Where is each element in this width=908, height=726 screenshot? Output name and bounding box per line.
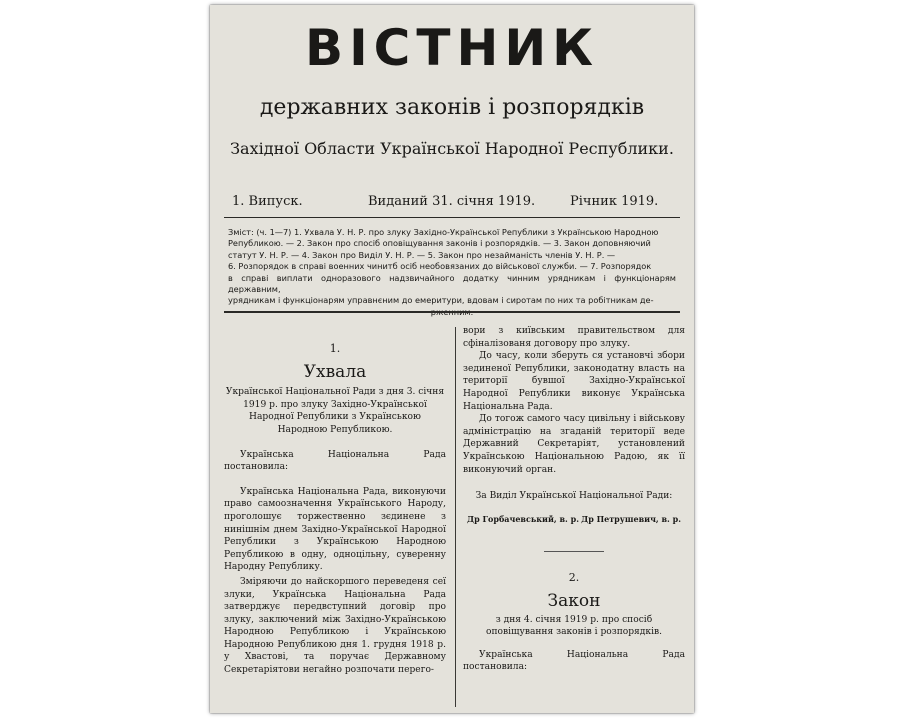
column-divider [455,327,456,707]
contents-line: 6. Розпорядок в справі военних чинитб осіб необовязаних до військової служби. — 7. Розпорядок [228,261,652,272]
section-separator [544,551,604,552]
right-column [463,325,685,674]
article-paragraph: Зміряючи до найскоршого переведеня сеї злуки, Українська Національна Рада затверджує передвступний договір про злуку, заключений між Західно-Українською Народною Републикою і Українською Народною Републикою дня 1. грудня 1918 р. у Хвастові, та поручає Державному Секретаріятови негайно розпочати перего- [224,576,446,676]
article-paragraph: До часу, коли зберуть ся установчі збори зединеної Републики, законодатну власть на території бувшої Західно-Української Народної Републики виконує Українська Національна Рада. [463,351,685,412]
masthead-subtitle: державних законів і розпорядків [259,95,645,120]
contents-line: в справі виплати одноразового надзвичайного додатку чинним урядникам і функціонарям державним, [228,272,676,295]
article-number: 1. [329,342,341,355]
contents-line: Зміст: (ч. 1—7) 1. Ухвала У. Н. Р. про злуку Західно-Української Републики з Українською Народною [228,227,659,237]
issue-number: 1. Випуск. [232,194,303,209]
article-intro: з дня 4. січня 1919 р. про спосіб оповіщування законів і розпорядків. [485,614,662,638]
article-preamble: Українська Національна Рада постановила: [224,449,446,473]
header-rule [224,217,680,218]
left-column [224,325,446,677]
article-paragraph: Українська Національна Рада, виконуючи право самоозначення Українського Народу, проголошує торжественно зєдинене з нинішнім днем Західно-Української Народної Републики з Українською Народною Републикою в одну, одноцільну, суверенну Народну Републику. [224,486,446,573]
article-paragraph: вори з київським правительством для сфіналізованя договору про злуку. [463,326,685,349]
newspaper-page [210,5,694,713]
contents-line: Републикою. — 2. Закон про спосіб оповіщування законів і розпорядків. — 3. Закон доповняючий [228,238,651,249]
signature-left: Др Горбачевський, в. р. [467,513,579,524]
masthead-title: ВІСТНИК [304,19,600,77]
contents-line: урядникам і функціонарям управнєним до емеритури, вдовам і сиротам по них та робітникам дe- [228,295,654,306]
signature-right: Др Петрушевич, в. р. [581,513,681,524]
masthead-subtitle-region: Західної Области Української Народної Республики. [230,139,674,158]
signature-title: За Виділ Української Національної Ради: [475,491,673,502]
issue-date: Виданий 31. січня 1919. [368,194,536,209]
table-of-contents [228,227,676,318]
article-intro: Української Національної Ради з дня 3. січня 1919 р. про злуку Західно-Української Народної Републики з Українською Народною Републикою. [225,387,445,435]
contents-line: статут У. Н. Р. — 4. Закон про Виділ У. Н. Р. — 5. Закон про незайманість членів У. Н. Р. — [228,249,616,260]
contents-rule [224,311,680,313]
article-heading: Ухвала [303,361,367,382]
article-number: 2. [568,571,580,585]
article-heading: Закон [547,590,601,611]
article-paragraph: До тогож самого часу цивільну і військову адміністрацію на згаданій території веде Державний Секретаріят, установлений Українською Національною Радою, як її виконуючий орган. [463,414,685,475]
signatures [463,513,685,526]
article-preamble: Українська Національна Рада постановила: [463,649,685,673]
issue-year: Річник 1919. [570,194,659,209]
